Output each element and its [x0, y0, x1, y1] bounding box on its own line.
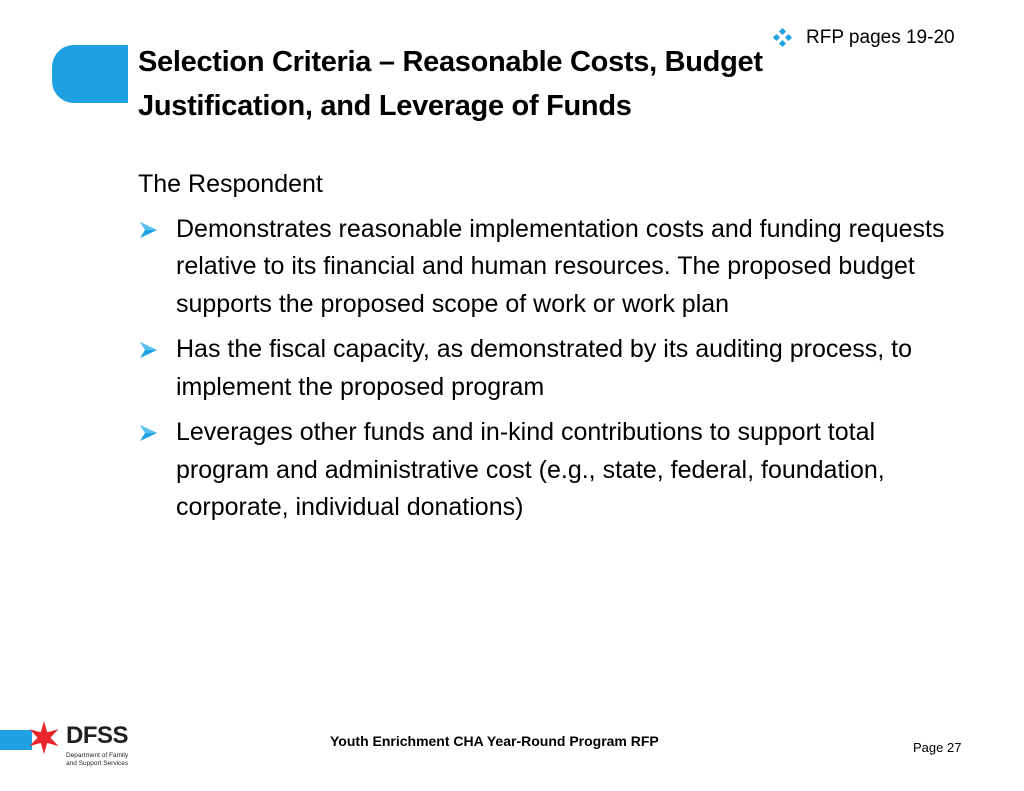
- page-number: Page 27: [913, 740, 962, 755]
- rfp-page-reference-text: RFP pages 19-20: [806, 27, 955, 48]
- arrow-bullet-icon: [138, 424, 158, 442]
- intro-text: The Respondent: [138, 170, 323, 198]
- logo-subtitle-line-2: and Support Services: [66, 760, 129, 767]
- dfss-logo: [0, 722, 140, 772]
- criteria-item-costs: [138, 211, 958, 324]
- slide-title: [138, 40, 858, 128]
- slide-title-line-2: Justification, and Leverage of Funds: [138, 90, 632, 122]
- criteria-item-costs-text: Demonstrates reasonable implementation costs and funding requests relative to its financial and human resources. The proposed budget supports the proposed scope of work or work plan: [176, 214, 945, 318]
- criteria-item-fiscal-capacity: [138, 331, 958, 406]
- footer-title: Youth Enrichment CHA Year-Round Program RFP: [330, 733, 659, 749]
- criteria-item-leverage-text: Leverages other funds and in-kind contributions to support total program and administrative cost (e.g., state, federal, foundation, corporate, individual donations): [176, 418, 885, 521]
- slide-title-line-1: Selection Criteria – Reasonable Costs, Budget: [138, 46, 763, 78]
- criteria-item-leverage: [138, 414, 958, 527]
- criteria-item-fiscal-capacity-text: Has the fiscal capacity, as demonstrated by its auditing process, to implement the proposed program: [176, 335, 913, 401]
- arrow-bullet-icon: [138, 221, 158, 239]
- chicago-star-icon: [24, 720, 64, 760]
- logo-wordmark: DFSS: [66, 722, 129, 749]
- slide-body: [138, 166, 958, 535]
- logo-subtitle: [66, 752, 128, 768]
- arrow-bullet-icon: [138, 341, 158, 359]
- logo-subtitle-line-1: Department of Family: [66, 752, 129, 759]
- criteria-list: [138, 211, 958, 527]
- title-accent-tab: [52, 45, 128, 103]
